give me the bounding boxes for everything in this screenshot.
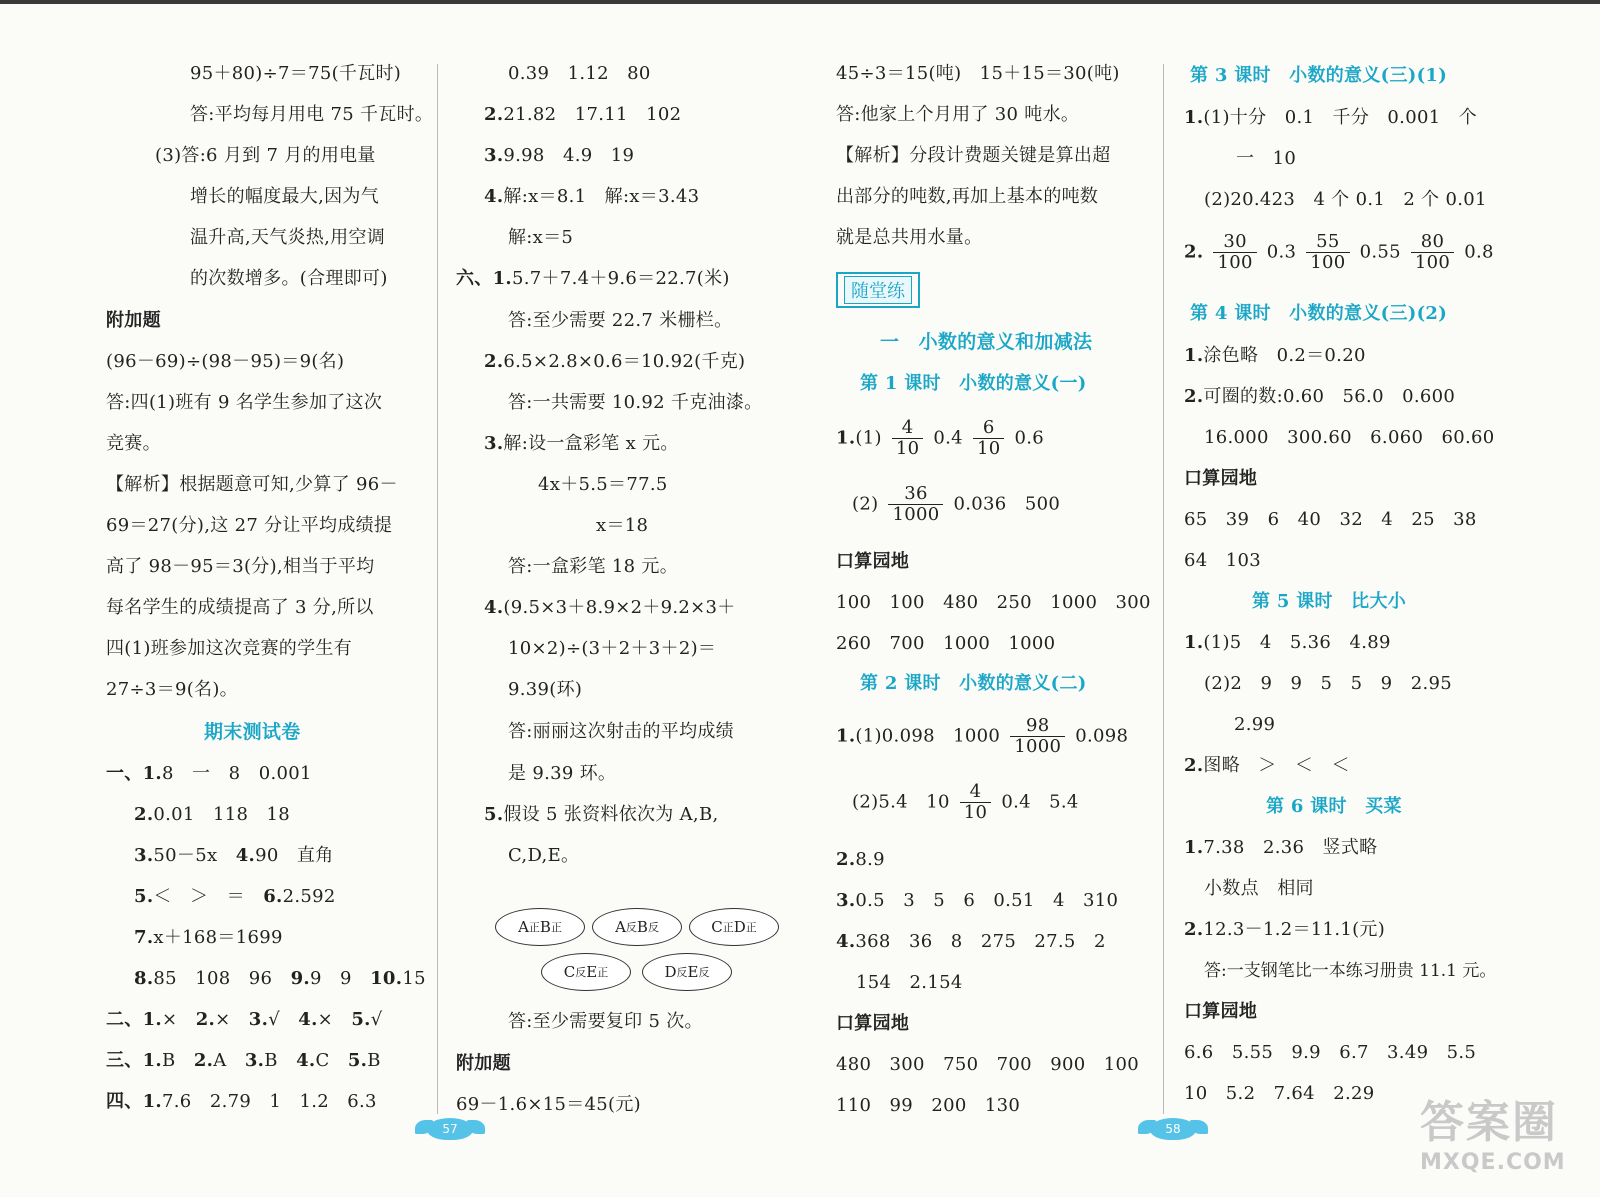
text-line: (3)答:6 月到 7 月的用电量 [155,145,376,166]
answer-text: B [367,1050,381,1071]
q-num: 9. [290,968,310,989]
answer-line [106,1049,381,1073]
page-top-edge [0,0,1600,4]
q-num: 7. [134,927,154,948]
answer-text: 0.036 500 [953,493,1061,515]
q-num: 8. [134,968,154,989]
answer-text: 0.4 5.4 [1001,791,1079,813]
answer-line [484,350,745,374]
text-line: (96－69)÷(98－95)＝9(名) [106,351,345,372]
document-oval: D 反 E 反 [642,953,732,991]
document-oval: A 反 B 反 [592,908,682,946]
column-divider [1163,64,1164,1114]
text-line: 高了 98－95＝3(分),相当于平均 [106,556,375,577]
text-line: 10×2)÷(3＋2＋3＋2)＝ [508,638,717,659]
section-heading: 口算园地 [836,551,910,572]
q-num: 5. [347,1050,368,1071]
text-line: 【解析】分段计费题关键是算出超 [836,145,1111,166]
q-num: 10. [370,968,403,989]
text-line: 竞赛。 [106,433,161,454]
q-num: 3. [248,1009,269,1030]
practice-label-box [836,272,920,308]
answer-line [1184,344,1366,368]
text-line: 65 39 6 40 32 4 25 38 [1184,509,1477,530]
q-num: 2. [484,104,504,125]
text-line: 6.6 5.55 9.9 6.7 3.49 5.5 [1184,1042,1477,1063]
q-num: 4. [296,1050,316,1071]
fraction: $\frac{30}{100}$ [1213,232,1256,273]
answer-text: × [215,1009,249,1030]
text-line: 答:至少需要复印 5 次。 [508,1011,703,1032]
answer-text: 涂色略 0.2＝0.20 [1203,345,1366,366]
q-num: 3. [484,145,504,166]
lesson-title: 第 4 课时 小数的意义(三)(2) [1190,303,1448,324]
q-num: 2. [484,351,504,372]
q-num: 三、1. [106,1050,162,1071]
text-line: 四(1)班参加这次竞赛的学生有 [106,638,352,659]
text-line: 答:平均每月用电 75 千瓦时。 [190,104,434,125]
watermark-text: 答案圈 [1420,1097,1558,1148]
q-num: 3. [134,845,154,866]
text-line: (2)20.423 4 个 0.1 2 个 0.01 [1204,189,1487,210]
lesson-title: 第 1 课时 小数的意义(一) [860,373,1087,394]
text-line: 增长的幅度最大,因为气 [190,186,380,207]
watermark-logo [1420,1086,1590,1181]
text-line: (2)2 9 9 5 5 9 2.95 [1204,673,1452,694]
answer-line [456,267,730,291]
q-num: 2. [134,804,154,825]
answer-line [1184,106,1477,130]
q-num: 二、1. [106,1009,162,1030]
q-num: 1. [1184,107,1204,128]
answer-text: 解:设一盒彩笔 x 元。 [503,433,679,454]
answer-line [134,885,336,909]
q-num: 4. [235,845,256,866]
lesson-title: 第 3 课时 小数的意义(三)(1) [1190,65,1448,86]
q-num: 2. [1184,241,1204,263]
q-num: 2. [836,849,856,870]
answer-line [134,844,334,868]
answer-text: × [317,1009,352,1030]
q-num: 3. [836,890,856,911]
page-number-badge-right [1150,1118,1196,1140]
text-line: 小数点 相同 [1204,878,1314,899]
page-number: 57 [442,1122,458,1136]
text-line: 10 5.2 7.64 2.29 [1184,1083,1375,1104]
answer-text: 0.5 3 5 6 0.51 4 310 [855,890,1119,911]
q-num: 2. [193,1050,214,1071]
answer-text: 可圈的数:0.60 56.0 0.600 [1203,386,1456,407]
answer-text: 7.38 2.36 竖式略 [1203,837,1378,858]
document-oval: C 反 E 正 [541,953,631,991]
fraction: $\frac{4}{10}$ [892,418,924,459]
answer-line [106,1090,377,1114]
lesson-title: 第 5 课时 比大小 [1252,591,1407,612]
answer-line [852,782,1079,823]
text-line: 45÷3＝15(吨) 15＋15＝30(吨) [836,63,1120,84]
section-heading: 口算园地 [1184,1001,1258,1022]
text-line: 的次数增多。(合理即可) [190,268,388,289]
q-num: 2. [1184,755,1204,776]
q-num: 4. [484,186,504,207]
text-line: 260 700 1000 1000 [836,633,1056,654]
fraction: $\frac{36}{1000}$ [888,484,943,525]
q-num: 5. [484,804,504,825]
answer-text: B [162,1050,194,1071]
text-line: 95＋80)÷7＝75(千瓦时) [190,63,402,84]
answer-line [484,144,634,168]
page-number: 58 [1165,1122,1181,1136]
answer-text: (2)5.4 10 [852,791,950,813]
unit-title: 一 小数的意义和加减法 [880,331,1093,353]
answer-text: 8.9 [855,849,885,870]
answer-text: 0.55 [1359,241,1401,263]
answer-text: √ [370,1009,383,1030]
q-num: 1. [1184,632,1204,653]
answer-line [106,762,312,786]
answer-text: (1)5 4 5.36 4.89 [1203,632,1391,653]
answer-text: 8 一 8 0.001 [162,763,312,784]
section-heading: 口算园地 [836,1013,910,1034]
answer-text: B [264,1050,297,1071]
answer-line [1184,754,1350,778]
equation-line: 4x＋5.5＝77.5 [538,474,668,495]
fraction: $\frac{80}{100}$ [1411,232,1454,273]
q-num: 2. [195,1009,216,1030]
text-line: 答:一共需要 10.92 千克油漆。 [508,392,763,413]
text-line: 就是总共用水量。 [836,227,983,248]
answer-text: √ [268,1009,299,1030]
text-line: 0.39 1.12 80 [508,63,651,84]
text-line: 每名学生的成绩提高了 3 分,所以 [106,597,374,618]
document-oval: C 正 D 正 [689,908,779,946]
document-oval: A 正 B 正 [495,908,585,946]
text-line: 2.99 [1234,714,1276,735]
answer-text: 85 108 96 [153,968,291,989]
q-num: 一、1. [106,763,162,784]
text-line: 27÷3＝9(名)。 [106,679,238,700]
answer-text: C [315,1050,348,1071]
answer-text: 5.7＋7.4＋9.6＝22.7(米) [512,268,730,289]
text-line: 16.000 300.60 6.060 60.60 [1204,427,1495,448]
answer-text: 0.01 118 18 [153,804,291,825]
answer-text: 0.8 [1464,241,1494,263]
q-num: 3. [484,433,504,454]
q-num: 1. [1184,837,1204,858]
answer-text: 假设 5 张资料依次为 A,B, [503,804,719,825]
text-line: 110 99 200 130 [836,1095,1021,1116]
text-line: 出部分的吨数,再加上基本的吨数 [836,186,1099,207]
answer-text: ＜ ＞ ＝ [153,886,264,907]
answer-text: (1)0.098 1000 [855,725,1001,747]
text-line: 69＝27(分),这 27 分让平均成绩提 [106,515,393,536]
answer-text: 90 直角 [255,845,334,866]
fraction: $\frac{98}{1000}$ [1010,716,1065,757]
text-line: 答:他家上个月用了 30 吨水。 [836,104,1080,125]
answer-text: 0.4 [933,427,963,449]
text-line: 64 103 [1184,550,1262,571]
text-line: 154 2.154 [856,972,963,993]
text-line: 答:至少需要 22.7 米栅栏。 [508,310,733,331]
q-num: 2. [1184,919,1204,940]
section-heading: 口算园地 [1184,468,1258,489]
q-num: 5. [351,1009,371,1030]
text-line: 答:四(1)班有 9 名学生参加了这次 [106,392,383,413]
answer-text: (1) [855,427,882,449]
answer-line [1184,232,1494,273]
q-num: 4. [836,931,856,952]
q-num: 4. [298,1009,318,1030]
page-number-badge-left [427,1118,473,1140]
section-title: 期末测试卷 [204,721,301,743]
q-num: 5. [134,886,154,907]
answer-line [484,103,681,127]
answer-text: 368 36 8 275 27.5 2 [855,931,1106,952]
q-num: 2. [1184,386,1204,407]
answer-line [836,889,1118,913]
answer-line [1184,631,1391,655]
q-num: 六、1. [456,268,512,289]
answer-text: × [162,1009,196,1030]
answer-line [134,967,426,991]
q-num: 4. [484,597,504,618]
answer-line [1184,836,1377,860]
equation-line: x＝18 [596,515,649,536]
q-num: 四、1. [106,1091,162,1112]
section-heading: 附加题 [106,310,161,331]
answer-text: 6.5×2.8×0.6＝10.92(千克) [503,351,746,372]
fraction: $\frac{4}{10}$ [960,782,992,823]
answer-line [484,432,679,456]
answer-line [836,716,1128,757]
fraction: $\frac{55}{100}$ [1306,232,1349,273]
answer-text: 图略 ＞ ＜ ＜ [1203,755,1350,776]
answer-line [836,418,1044,459]
q-num: 1. [836,725,856,747]
text-line: 480 300 750 700 900 100 [836,1054,1140,1075]
answer-line [836,848,885,872]
answer-text: 9 9 [309,968,371,989]
column-divider [437,64,438,1114]
answer-text: 7.6 2.79 1 1.2 6.3 [162,1091,377,1112]
answer-text: 0.098 [1075,725,1129,747]
answer-line [484,185,699,209]
answer-text: x＋168＝1699 [153,927,283,948]
answer-text: A [213,1050,245,1071]
answer-text: 2.592 [282,886,336,907]
q-num: 6. [263,886,283,907]
answer-text: 21.82 17.11 102 [503,104,682,125]
text-line: 温升高,天气炎热,用空调 [190,227,386,248]
answer-text: 0.6 [1014,427,1045,449]
answer-line [852,484,1060,525]
practice-label: 随堂练 [844,276,912,304]
section-heading: 附加题 [456,1053,511,1074]
text-line: 答:丽丽这次射击的平均成绩 [508,721,734,742]
answer-text: (9.5×3＋8.9×2＋9.2×3＋ [503,597,736,618]
answer-line [134,926,283,950]
fraction: $\frac{6}{10}$ [973,418,1005,459]
answer-line [106,1008,383,1032]
answer-text: 15 [402,968,426,989]
q-num: 1. [1184,345,1204,366]
text-line: 9.39(环) [508,679,583,700]
answer-text: 9.98 4.9 19 [503,145,635,166]
text-line: C,D,E。 [508,845,580,866]
answer-text: 12.3－1.2＝11.1(元) [1203,919,1386,940]
text-line: 【解析】根据题意可知,少算了 96－ [106,474,398,495]
text-line: 答:一支钢笔比一本练习册贵 11.1 元。 [1204,961,1497,981]
watermark-url: MXQE.COM [1420,1150,1566,1175]
text-line: 答:一盒彩笔 18 元。 [508,556,679,577]
answer-line [1184,918,1385,942]
answer-text: 解:x＝8.1 解:x＝3.43 [503,186,700,207]
answer-text: 0.3 [1266,241,1297,263]
text-line: 解:x＝5 [508,227,574,248]
answer-text: 50－5x [153,845,236,866]
text-line: 一 10 [1236,148,1297,169]
lesson-title: 第 2 课时 小数的意义(二) [860,673,1087,694]
answer-text: (1)十分 0.1 千分 0.001 个 [1203,107,1478,128]
q-num: 3. [244,1050,265,1071]
text-line: 69－1.6×15＝45(元) [456,1094,641,1115]
answer-line [134,803,290,827]
q-num: 1. [836,427,856,449]
answer-text: (2) [852,493,879,515]
text-line: 100 100 480 250 1000 300 [836,592,1151,613]
lesson-title: 第 6 课时 买菜 [1266,796,1402,817]
answer-line [484,596,736,620]
answer-line [1184,385,1455,409]
answer-line [836,930,1106,954]
answer-line [484,803,719,827]
text-line: 是 9.39 环。 [508,763,617,784]
